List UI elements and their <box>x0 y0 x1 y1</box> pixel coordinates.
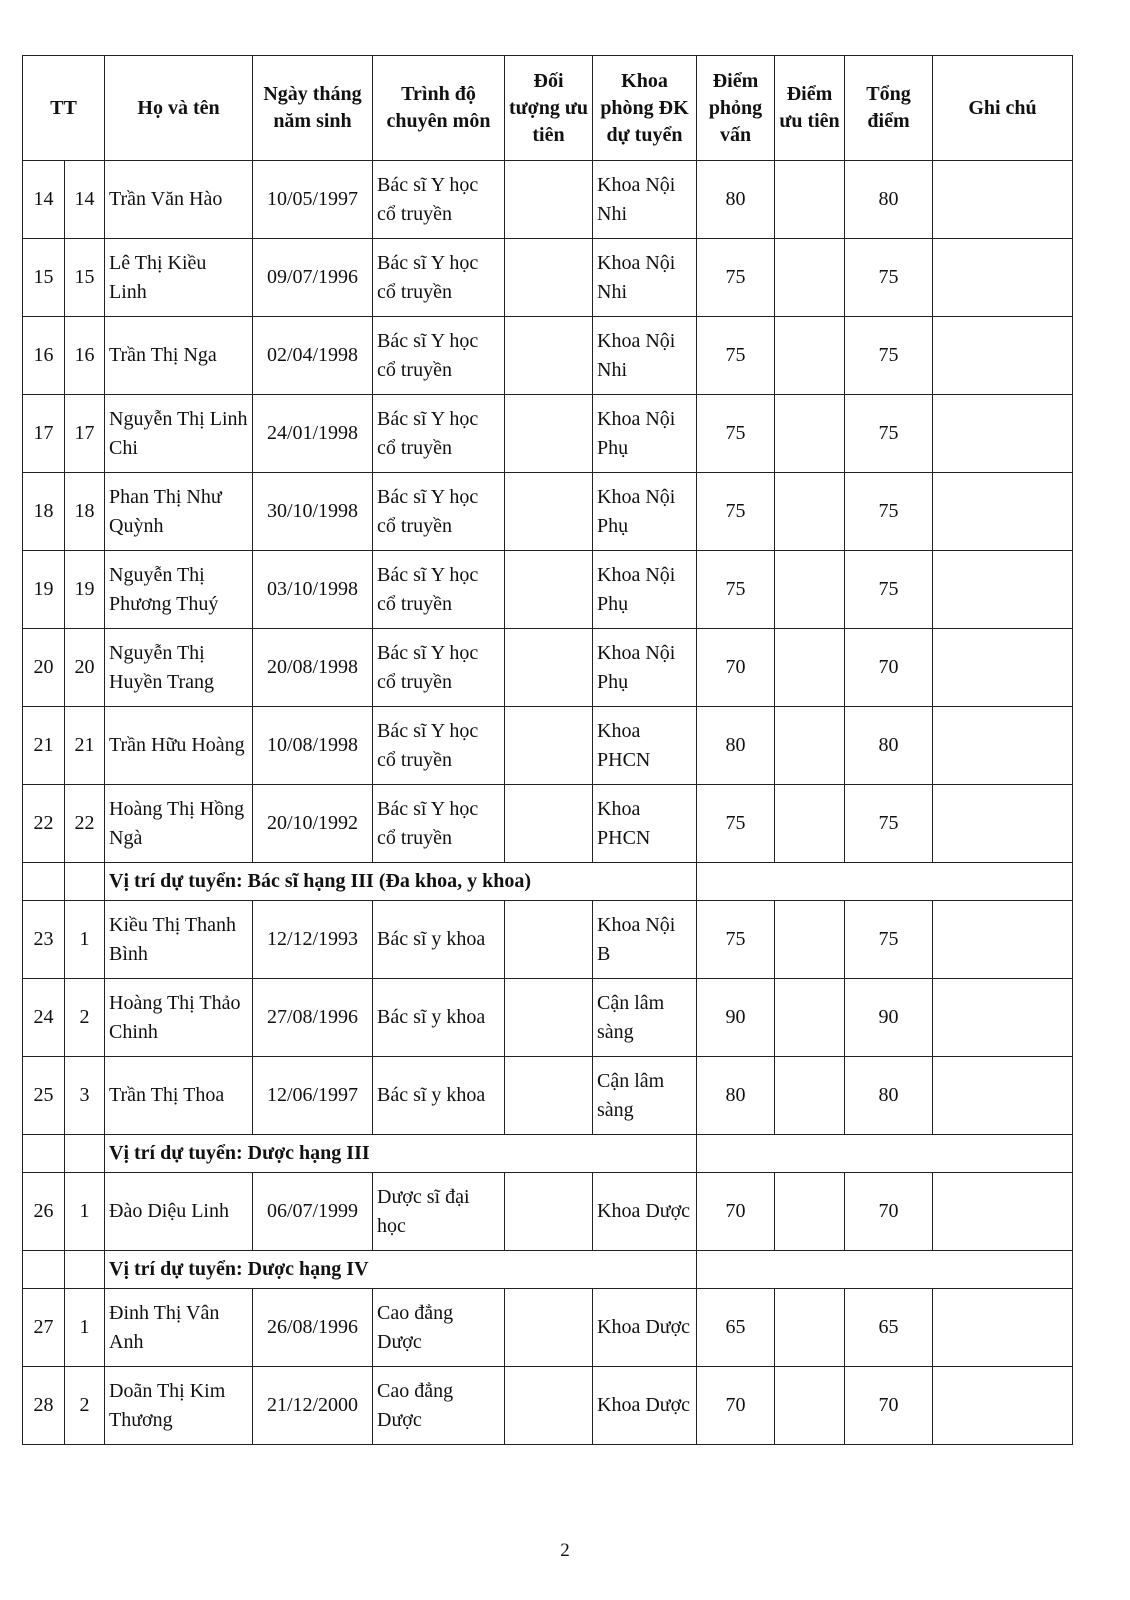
row-sub-number-cell: 22 <box>65 785 105 863</box>
row-sub-number-cell: 17 <box>65 395 105 473</box>
priority-score-cell <box>775 979 845 1057</box>
priority-group-cell <box>505 473 593 551</box>
header-note: Ghi chú <box>933 56 1073 161</box>
row-sub-number-cell: 18 <box>65 473 105 551</box>
note-cell <box>933 1173 1073 1251</box>
priority-score-cell <box>775 1289 845 1367</box>
note-cell <box>933 1057 1073 1135</box>
qualification-cell: Bác sĩ y khoa <box>373 1057 505 1135</box>
total-score-cell: 80 <box>845 707 933 785</box>
department-cell: Khoa Nội Phụ <box>593 473 697 551</box>
priority-score-cell <box>775 707 845 785</box>
section-sub-cell <box>65 1251 105 1289</box>
qualification-cell: Bác sĩ Y học cổ truyền <box>373 473 505 551</box>
row-number-cell: 18 <box>23 473 65 551</box>
date-of-birth-cell: 10/05/1997 <box>253 161 373 239</box>
candidate-name-cell: Phan Thị Như Quỳnh <box>105 473 253 551</box>
candidate-name-cell: Nguyễn Thị Linh Chi <box>105 395 253 473</box>
note-cell <box>933 785 1073 863</box>
note-cell <box>933 901 1073 979</box>
priority-group-cell <box>505 551 593 629</box>
priority-group-cell <box>505 629 593 707</box>
qualification-cell: Bác sĩ y khoa <box>373 979 505 1057</box>
department-cell: Khoa Dược <box>593 1173 697 1251</box>
priority-score-cell <box>775 551 845 629</box>
candidate-name-cell: Nguyễn Thị Huyền Trang <box>105 629 253 707</box>
header-qualification: Trình độ chuyên môn <box>373 56 505 161</box>
department-cell: Khoa Nội B <box>593 901 697 979</box>
table-row <box>23 901 1073 979</box>
date-of-birth-cell: 12/12/1993 <box>253 901 373 979</box>
priority-score-cell <box>775 1057 845 1135</box>
date-of-birth-cell: 26/08/1996 <box>253 1289 373 1367</box>
candidate-name-cell: Đào Diệu Linh <box>105 1173 253 1251</box>
interview-score-cell: 75 <box>697 785 775 863</box>
priority-group-cell <box>505 1057 593 1135</box>
interview-score-cell: 75 <box>697 551 775 629</box>
priority-score-cell <box>775 161 845 239</box>
total-score-cell: 80 <box>845 161 933 239</box>
row-sub-number-cell: 2 <box>65 1367 105 1445</box>
candidate-name-cell: Trần Hữu Hoàng <box>105 707 253 785</box>
priority-score-cell <box>775 395 845 473</box>
department-cell: Khoa Dược <box>593 1367 697 1445</box>
note-cell <box>933 551 1073 629</box>
note-cell <box>933 1289 1073 1367</box>
header-priority-group: Đối tượng ưu tiên <box>505 56 593 161</box>
section-label: Vị trí dự tuyển: Bác sĩ hạng III (Đa khoa, y khoa) <box>105 863 697 901</box>
interview-score-cell: 90 <box>697 979 775 1057</box>
section-no-cell <box>23 863 65 901</box>
department-cell: Khoa Dược <box>593 1289 697 1367</box>
table-row <box>23 551 1073 629</box>
header-priority-score: Điểm ưu tiên <box>775 56 845 161</box>
priority-group-cell <box>505 1173 593 1251</box>
note-cell <box>933 239 1073 317</box>
table-row <box>23 707 1073 785</box>
note-cell <box>933 473 1073 551</box>
row-number-cell: 23 <box>23 901 65 979</box>
date-of-birth-cell: 02/04/1998 <box>253 317 373 395</box>
interview-score-cell: 70 <box>697 1173 775 1251</box>
interview-score-cell: 75 <box>697 473 775 551</box>
total-score-cell: 70 <box>845 1173 933 1251</box>
table-header-row <box>23 56 1073 161</box>
section-row <box>23 1251 1073 1289</box>
row-sub-number-cell: 16 <box>65 317 105 395</box>
department-cell: Khoa Nội Phụ <box>593 551 697 629</box>
department-cell: Cận lâm sàng <box>593 1057 697 1135</box>
department-cell: Khoa PHCN <box>593 785 697 863</box>
row-number-cell: 27 <box>23 1289 65 1367</box>
qualification-cell: Bác sĩ Y học cổ truyền <box>373 707 505 785</box>
qualification-cell: Bác sĩ Y học cổ truyền <box>373 161 505 239</box>
section-no-cell <box>23 1135 65 1173</box>
interview-score-cell: 80 <box>697 707 775 785</box>
priority-score-cell <box>775 1367 845 1445</box>
table-row <box>23 473 1073 551</box>
priority-score-cell <box>775 629 845 707</box>
row-number-cell: 15 <box>23 239 65 317</box>
interview-score-cell: 75 <box>697 395 775 473</box>
interview-score-cell: 75 <box>697 239 775 317</box>
table-body <box>23 161 1073 1445</box>
note-cell <box>933 707 1073 785</box>
date-of-birth-cell: 27/08/1996 <box>253 979 373 1057</box>
date-of-birth-cell: 21/12/2000 <box>253 1367 373 1445</box>
candidate-name-cell: Hoàng Thị Thảo Chinh <box>105 979 253 1057</box>
table-row <box>23 1289 1073 1367</box>
section-label: Vị trí dự tuyển: Dược hạng IV <box>105 1251 697 1289</box>
candidate-results-table <box>22 55 1073 1445</box>
table-row <box>23 785 1073 863</box>
priority-score-cell <box>775 473 845 551</box>
department-cell: Khoa Nội Phụ <box>593 395 697 473</box>
department-cell: Khoa Nội Nhi <box>593 161 697 239</box>
date-of-birth-cell: 20/10/1992 <box>253 785 373 863</box>
note-cell <box>933 161 1073 239</box>
interview-score-cell: 75 <box>697 317 775 395</box>
row-number-cell: 21 <box>23 707 65 785</box>
row-number-cell: 28 <box>23 1367 65 1445</box>
table-row <box>23 317 1073 395</box>
row-sub-number-cell: 1 <box>65 1173 105 1251</box>
candidate-name-cell: Nguyễn Thị Phương Thuý <box>105 551 253 629</box>
interview-score-cell: 70 <box>697 629 775 707</box>
table-row <box>23 1173 1073 1251</box>
total-score-cell: 65 <box>845 1289 933 1367</box>
qualification-cell: Cao đẳng Dược <box>373 1289 505 1367</box>
priority-score-cell <box>775 239 845 317</box>
date-of-birth-cell: 30/10/1998 <box>253 473 373 551</box>
row-sub-number-cell: 15 <box>65 239 105 317</box>
header-total-score: Tổng điểm <box>845 56 933 161</box>
candidate-name-cell: Kiều Thị Thanh Bình <box>105 901 253 979</box>
total-score-cell: 80 <box>845 1057 933 1135</box>
section-empty-cell <box>697 863 1073 901</box>
row-sub-number-cell: 20 <box>65 629 105 707</box>
table-row <box>23 239 1073 317</box>
table-row <box>23 161 1073 239</box>
total-score-cell: 70 <box>845 629 933 707</box>
row-sub-number-cell: 2 <box>65 979 105 1057</box>
department-cell: Khoa PHCN <box>593 707 697 785</box>
row-number-cell: 24 <box>23 979 65 1057</box>
candidate-name-cell: Hoàng Thị Hồng Ngà <box>105 785 253 863</box>
date-of-birth-cell: 09/07/1996 <box>253 239 373 317</box>
date-of-birth-cell: 06/07/1999 <box>253 1173 373 1251</box>
qualification-cell: Bác sĩ Y học cổ truyền <box>373 395 505 473</box>
candidate-name-cell: Trần Thị Thoa <box>105 1057 253 1135</box>
priority-score-cell <box>775 1173 845 1251</box>
interview-score-cell: 80 <box>697 161 775 239</box>
section-empty-cell <box>697 1251 1073 1289</box>
row-number-cell: 19 <box>23 551 65 629</box>
priority-group-cell <box>505 785 593 863</box>
priority-group-cell <box>505 395 593 473</box>
header-name: Họ và tên <box>105 56 253 161</box>
total-score-cell: 70 <box>845 1367 933 1445</box>
total-score-cell: 90 <box>845 979 933 1057</box>
priority-group-cell <box>505 317 593 395</box>
priority-group-cell <box>505 1367 593 1445</box>
section-empty-cell <box>697 1135 1073 1173</box>
header-department: Khoa phòng ĐK dự tuyển <box>593 56 697 161</box>
row-number-cell: 17 <box>23 395 65 473</box>
date-of-birth-cell: 20/08/1998 <box>253 629 373 707</box>
row-sub-number-cell: 3 <box>65 1057 105 1135</box>
note-cell <box>933 317 1073 395</box>
section-sub-cell <box>65 863 105 901</box>
row-sub-number-cell: 1 <box>65 901 105 979</box>
priority-group-cell <box>505 707 593 785</box>
header-interview-score: Điểm phỏng vấn <box>697 56 775 161</box>
row-sub-number-cell: 1 <box>65 1289 105 1367</box>
row-sub-number-cell: 21 <box>65 707 105 785</box>
table-row <box>23 629 1073 707</box>
row-number-cell: 25 <box>23 1057 65 1135</box>
row-number-cell: 20 <box>23 629 65 707</box>
total-score-cell: 75 <box>845 239 933 317</box>
department-cell: Khoa Nội Nhi <box>593 239 697 317</box>
qualification-cell: Dược sĩ đại học <box>373 1173 505 1251</box>
priority-score-cell <box>775 317 845 395</box>
total-score-cell: 75 <box>845 395 933 473</box>
qualification-cell: Bác sĩ Y học cổ truyền <box>373 551 505 629</box>
qualification-cell: Bác sĩ y khoa <box>373 901 505 979</box>
row-sub-number-cell: 19 <box>65 551 105 629</box>
candidate-name-cell: Doãn Thị Kim Thương <box>105 1367 253 1445</box>
section-sub-cell <box>65 1135 105 1173</box>
qualification-cell: Bác sĩ Y học cổ truyền <box>373 317 505 395</box>
department-cell: Cận lâm sàng <box>593 979 697 1057</box>
qualification-cell: Cao đẳng Dược <box>373 1367 505 1445</box>
date-of-birth-cell: 10/08/1998 <box>253 707 373 785</box>
date-of-birth-cell: 24/01/1998 <box>253 395 373 473</box>
section-row <box>23 863 1073 901</box>
priority-group-cell <box>505 979 593 1057</box>
note-cell <box>933 629 1073 707</box>
total-score-cell: 75 <box>845 473 933 551</box>
department-cell: Khoa Nội Nhi <box>593 317 697 395</box>
interview-score-cell: 70 <box>697 1367 775 1445</box>
note-cell <box>933 979 1073 1057</box>
interview-score-cell: 65 <box>697 1289 775 1367</box>
header-dob: Ngày tháng năm sinh <box>253 56 373 161</box>
section-row <box>23 1135 1073 1173</box>
note-cell <box>933 1367 1073 1445</box>
header-tt: TT <box>23 56 105 161</box>
candidate-name-cell: Lê Thị Kiều Linh <box>105 239 253 317</box>
total-score-cell: 75 <box>845 551 933 629</box>
table-row <box>23 979 1073 1057</box>
total-score-cell: 75 <box>845 901 933 979</box>
total-score-cell: 75 <box>845 785 933 863</box>
department-cell: Khoa Nội Phụ <box>593 629 697 707</box>
interview-score-cell: 75 <box>697 901 775 979</box>
date-of-birth-cell: 12/06/1997 <box>253 1057 373 1135</box>
section-label: Vị trí dự tuyển: Dược hạng III <box>105 1135 697 1173</box>
row-number-cell: 22 <box>23 785 65 863</box>
table-row <box>23 1367 1073 1445</box>
qualification-cell: Bác sĩ Y học cổ truyền <box>373 239 505 317</box>
row-number-cell: 14 <box>23 161 65 239</box>
priority-group-cell <box>505 239 593 317</box>
candidate-name-cell: Đinh Thị Vân Anh <box>105 1289 253 1367</box>
note-cell <box>933 395 1073 473</box>
interview-score-cell: 80 <box>697 1057 775 1135</box>
total-score-cell: 75 <box>845 317 933 395</box>
candidate-name-cell: Trần Văn Hào <box>105 161 253 239</box>
priority-group-cell <box>505 901 593 979</box>
priority-score-cell <box>775 901 845 979</box>
row-number-cell: 16 <box>23 317 65 395</box>
qualification-cell: Bác sĩ Y học cổ truyền <box>373 785 505 863</box>
page-number: 2 <box>560 1540 570 1561</box>
candidate-name-cell: Trần Thị Nga <box>105 317 253 395</box>
row-sub-number-cell: 14 <box>65 161 105 239</box>
qualification-cell: Bác sĩ Y học cổ truyền <box>373 629 505 707</box>
table-row <box>23 395 1073 473</box>
section-no-cell <box>23 1251 65 1289</box>
priority-group-cell <box>505 1289 593 1367</box>
priority-score-cell <box>775 785 845 863</box>
table-row <box>23 1057 1073 1135</box>
date-of-birth-cell: 03/10/1998 <box>253 551 373 629</box>
priority-group-cell <box>505 161 593 239</box>
row-number-cell: 26 <box>23 1173 65 1251</box>
